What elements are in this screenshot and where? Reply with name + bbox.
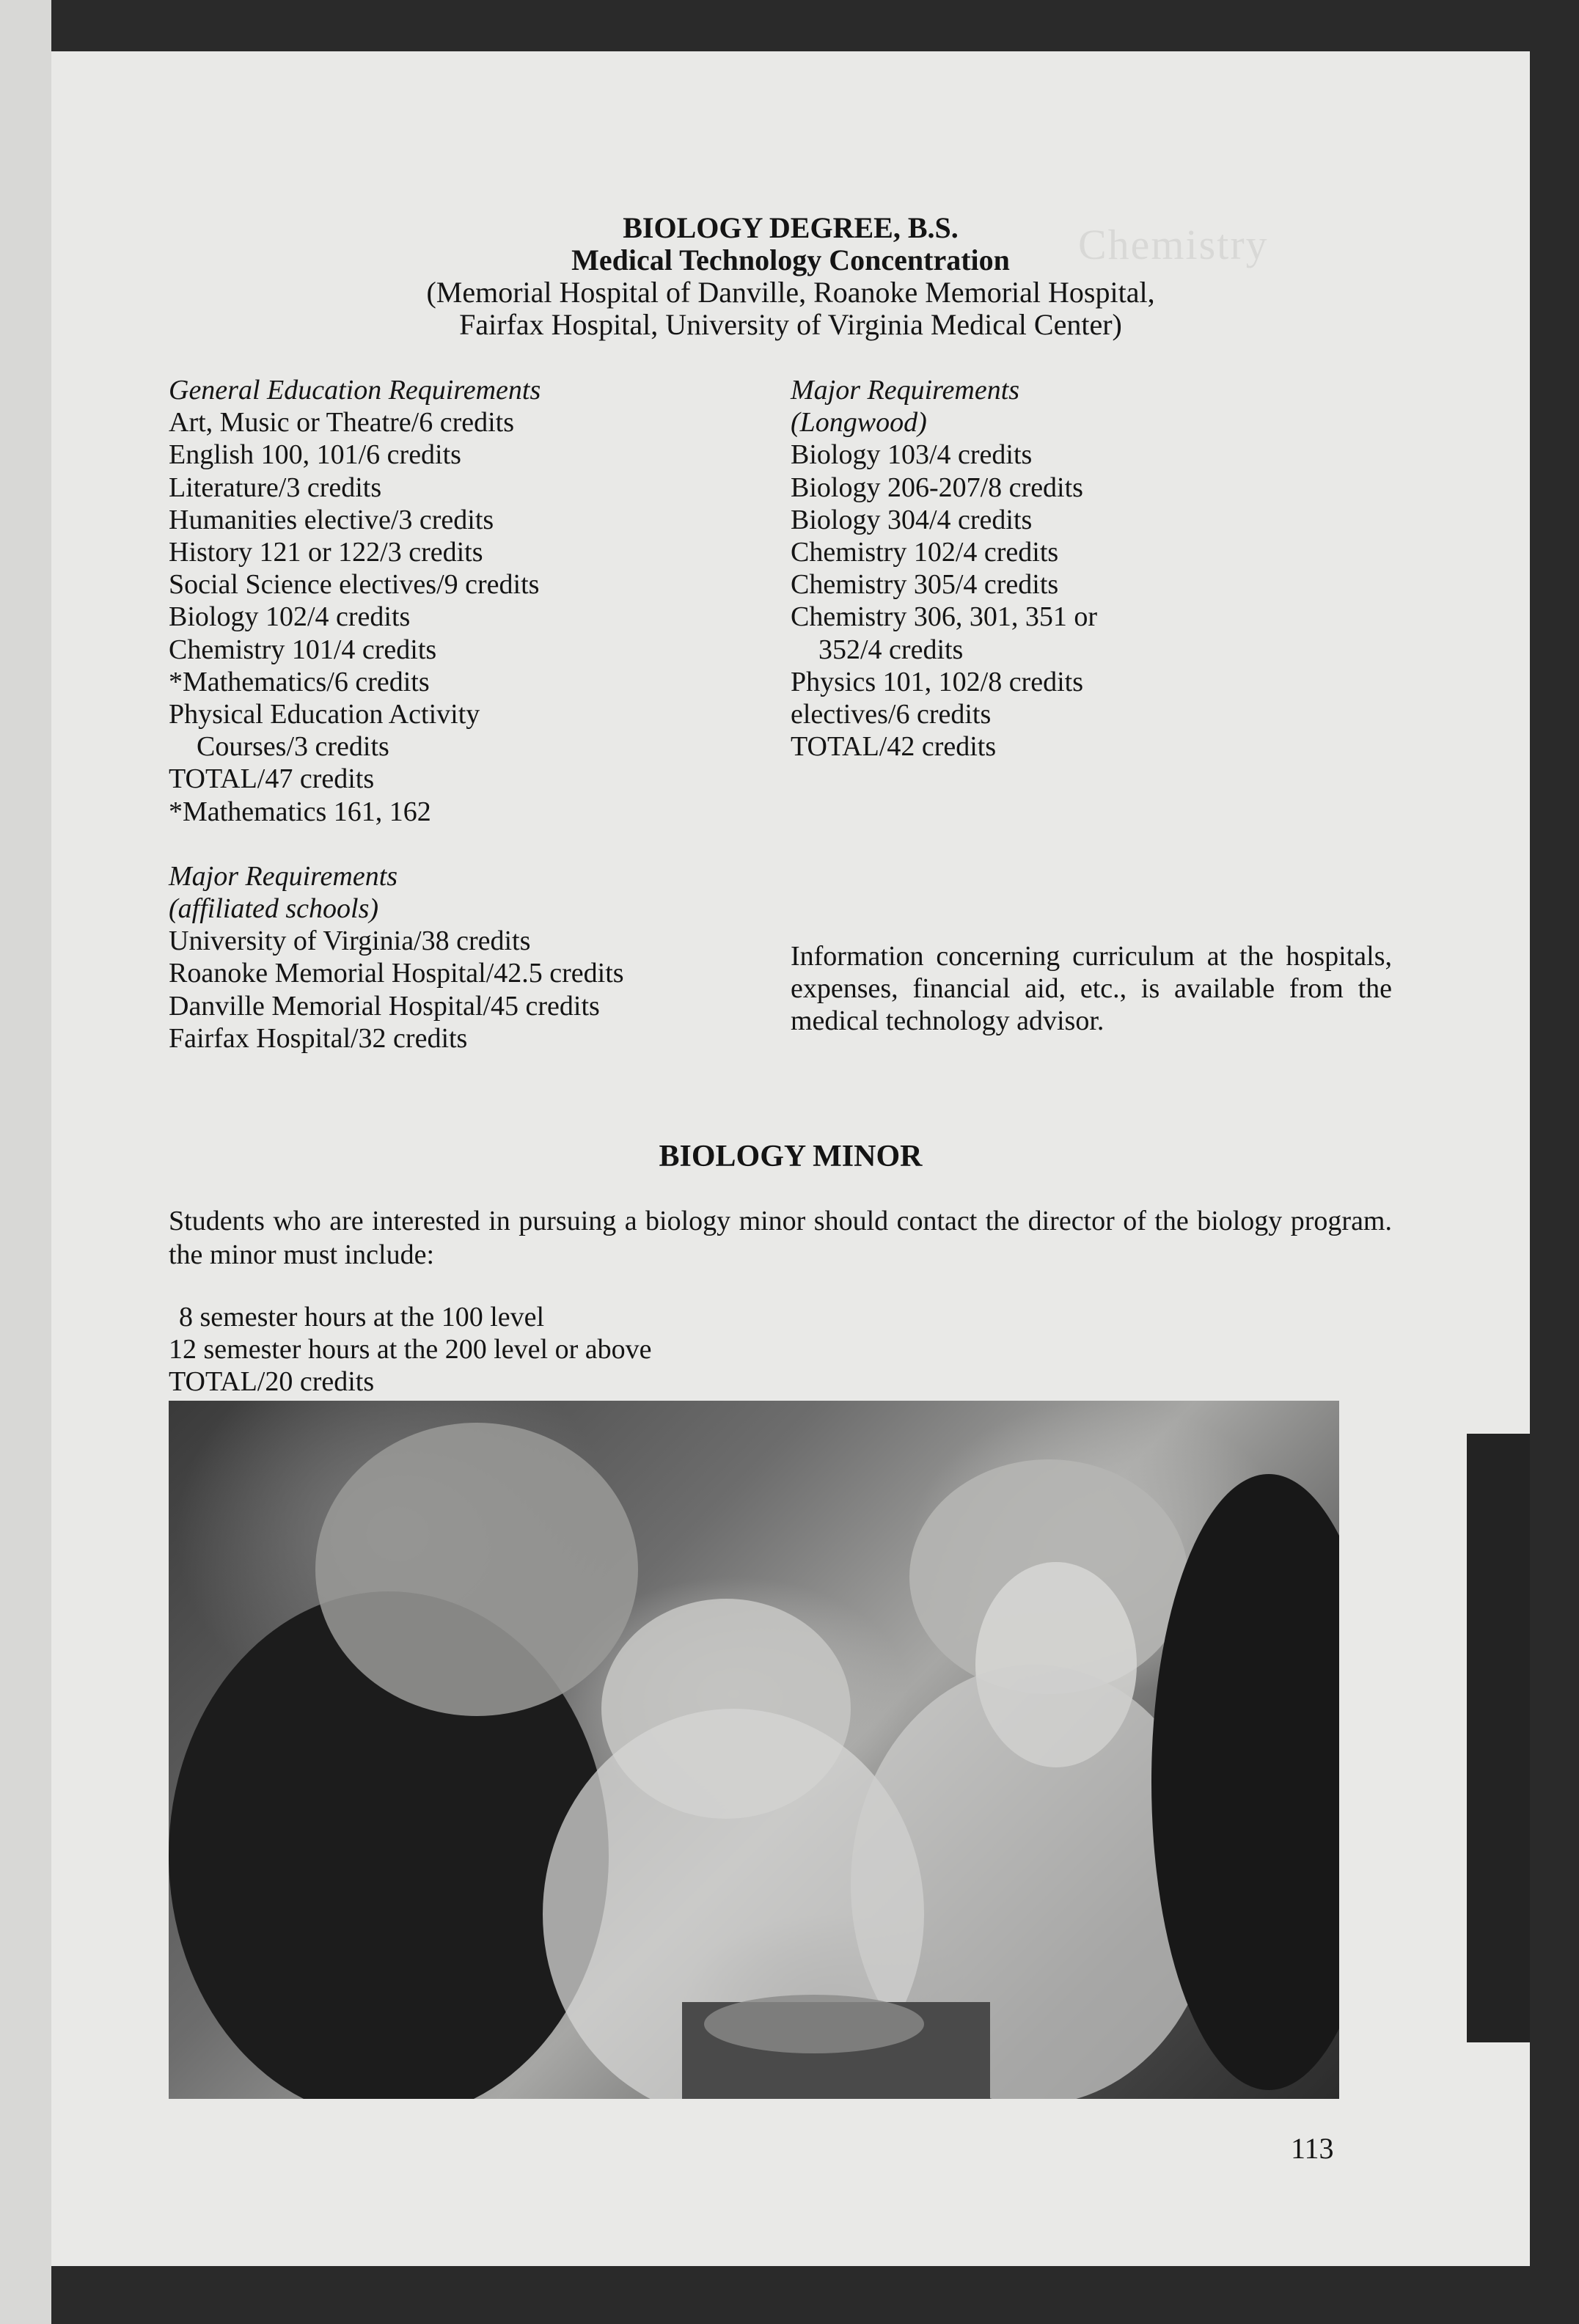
gen-ed-item: English 100, 101/6 credits (169, 439, 461, 471)
affiliated-subheading: (affiliated schools) (169, 893, 379, 925)
gen-ed-item: Courses/3 credits (197, 731, 389, 763)
gen-ed-item: Biology 102/4 credits (169, 601, 411, 633)
major-item: Biology 103/4 credits (791, 439, 1033, 471)
gen-ed-item: Humanities elective/3 credits (169, 504, 494, 535)
hospital-list-line-1: (Memorial Hospital of Danville, Roanoke Memorial Hospital, (426, 276, 1155, 309)
minor-intro: Students who are interested in pursuing a biology minor should contact the director of the biology program. the minor must include: (169, 1206, 1392, 1270)
gen-ed-item: Art, Music or Theatre/6 credits (169, 407, 514, 439)
affiliated-item: Roanoke Memorial Hospital/42.5 credits (169, 958, 624, 989)
affiliated-heading: Major Requirements (169, 860, 398, 892)
lab-students-photo (169, 1401, 1339, 2099)
student-hair-left (315, 1423, 638, 1716)
gen-ed-item: Social Science electives/9 credits (169, 569, 540, 601)
major-item: Chemistry 306, 301, 351 or (791, 601, 1097, 633)
major-total: TOTAL/42 credits (791, 731, 997, 763)
minor-requirements (169, 1301, 651, 1398)
specimen (704, 1995, 924, 2053)
major-heading: Major Requirements (791, 375, 1020, 406)
minor-title: BIOLOGY MINOR (659, 1140, 923, 1173)
major-item: Biology 206-207/8 credits (791, 472, 1083, 503)
affiliated-item: Danville Memorial Hospital/45 credits (169, 990, 600, 1022)
affiliated-item: Fairfax Hospital/32 credits (169, 1022, 468, 1054)
left-column (169, 374, 777, 1055)
major-item: Biology 304/4 credits (791, 504, 1033, 535)
edge-marker (1467, 1434, 1530, 2042)
major-item: 352/4 credits (818, 634, 964, 665)
right-column (791, 374, 1399, 763)
bleed-through-text: Chemistry (1078, 221, 1269, 268)
gen-ed-item: Literature/3 credits (169, 472, 382, 503)
major-item: Chemistry 102/4 credits (791, 537, 1059, 568)
affiliated-item: University of Virginia/38 credits (169, 925, 531, 957)
gen-ed-total: TOTAL/47 credits (169, 763, 375, 795)
info-paragraph: Information concerning curriculum at the hospitals, expenses, financial aid, etc., is available from the medical technology advisor. (791, 941, 1392, 1036)
gen-ed-item: *Mathematics/6 credits (169, 666, 430, 697)
gen-ed-footnote: *Mathematics 161, 162 (169, 796, 431, 827)
gen-ed-heading: General Education Requirements (169, 375, 541, 406)
major-item: electives/6 credits (791, 699, 992, 730)
photo-illustration (169, 1401, 1339, 2099)
major-item: Chemistry 305/4 credits (791, 569, 1059, 601)
degree-title: BIOLOGY DEGREE, B.S. (623, 211, 959, 244)
hospital-list-line-2: Fairfax Hospital, University of Virginia Medical Center) (459, 308, 1122, 341)
gen-ed-item: History 121 or 122/3 credits (169, 537, 483, 568)
gen-ed-item: Physical Education Activity (169, 699, 480, 730)
major-subheading: (Longwood) (791, 407, 927, 439)
page-number: 113 (1291, 2132, 1334, 2165)
minor-total: TOTAL/20 credits (169, 1366, 375, 1397)
minor-item: 12 semester hours at the 200 level or above (169, 1334, 652, 1365)
document-page (51, 51, 1530, 2266)
gen-ed-item: Chemistry 101/4 credits (169, 634, 437, 665)
concentration-title: Medical Technology Concentration (571, 243, 1010, 276)
minor-item: 8 semester hours at the 100 level (179, 1302, 545, 1333)
scan-edge (0, 0, 51, 2324)
major-item: Physics 101, 102/8 credits (791, 666, 1083, 697)
